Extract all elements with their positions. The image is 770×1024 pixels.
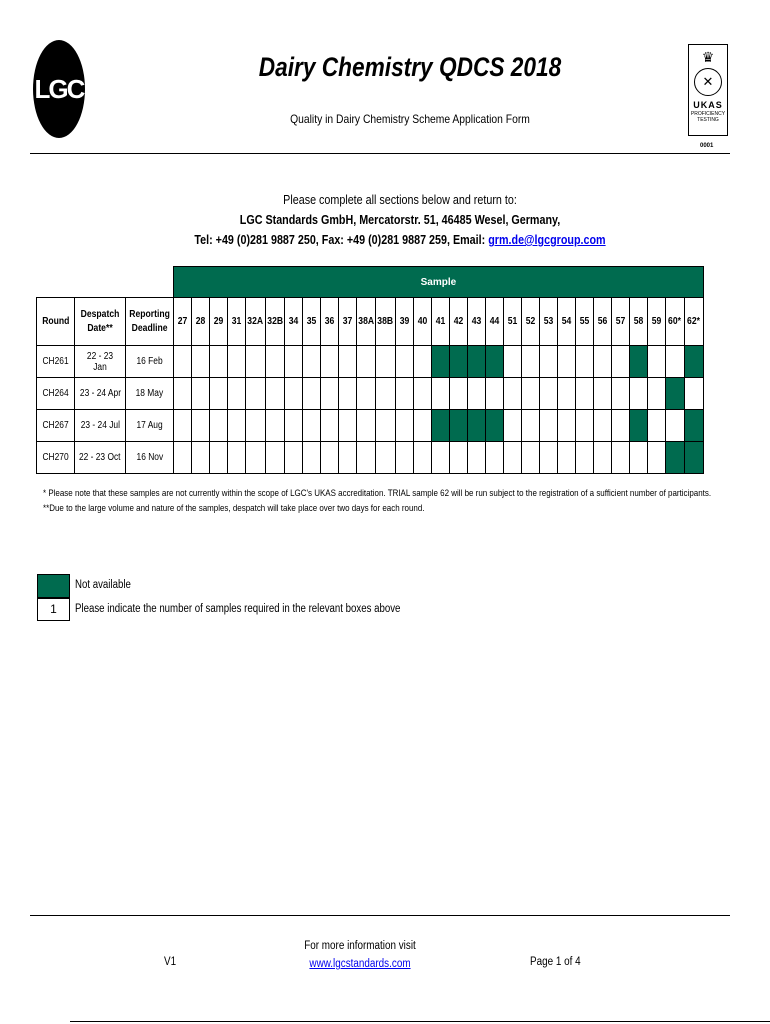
row-deadline: 18 May bbox=[126, 378, 174, 410]
sample-quantity-cell[interactable] bbox=[228, 378, 246, 410]
sample-quantity-cell[interactable] bbox=[431, 442, 449, 474]
sample-col-header: 51 bbox=[503, 298, 521, 346]
sample-quantity-cell[interactable] bbox=[629, 442, 647, 474]
sample-col-header: 60* bbox=[665, 298, 684, 346]
sample-quantity-cell[interactable] bbox=[557, 442, 575, 474]
sample-quantity-cell[interactable] bbox=[665, 410, 684, 442]
sample-quantity-cell[interactable] bbox=[246, 378, 265, 410]
sample-quantity-cell[interactable] bbox=[210, 378, 228, 410]
sample-quantity-cell[interactable] bbox=[228, 442, 246, 474]
legend-indicate-label: Please indicate the number of samples required in the relevant boxes above bbox=[75, 603, 401, 615]
page-subtitle: Quality in Dairy Chemistry Scheme Application Form bbox=[290, 112, 530, 126]
sample-quantity-cell[interactable] bbox=[575, 442, 593, 474]
sample-quantity-cell[interactable] bbox=[485, 378, 503, 410]
sample-quantity-cell[interactable] bbox=[246, 346, 265, 378]
sample-quantity-cell[interactable] bbox=[521, 346, 539, 378]
sample-quantity-cell[interactable] bbox=[485, 442, 503, 474]
sample-quantity-cell[interactable] bbox=[284, 346, 302, 378]
footer-info: For more information visit www.lgcstandards.com bbox=[304, 940, 416, 970]
sample-quantity-cell[interactable] bbox=[338, 378, 356, 410]
sample-cell-unavailable bbox=[431, 410, 449, 442]
sample-order-table bbox=[36, 266, 704, 474]
row-round: CH267 bbox=[37, 410, 75, 442]
sample-col-header: 32A bbox=[246, 298, 265, 346]
sample-quantity-cell[interactable] bbox=[376, 378, 395, 410]
sample-quantity-cell[interactable] bbox=[413, 410, 431, 442]
table-row bbox=[37, 346, 704, 378]
sample-header: Sample bbox=[174, 267, 703, 298]
sample-quantity-cell[interactable] bbox=[449, 442, 467, 474]
sample-quantity-cell[interactable] bbox=[395, 442, 413, 474]
sample-quantity-cell[interactable] bbox=[320, 346, 338, 378]
sample-quantity-cell[interactable] bbox=[503, 378, 521, 410]
sample-quantity-cell[interactable] bbox=[210, 346, 228, 378]
sample-col-header: 28 bbox=[192, 298, 210, 346]
row-round: CH270 bbox=[37, 442, 75, 474]
sample-quantity-cell[interactable] bbox=[575, 346, 593, 378]
sample-quantity-cell[interactable] bbox=[557, 410, 575, 442]
sample-col-header: 53 bbox=[539, 298, 557, 346]
ukas-mark: ♛ ✕ UKAS PROFICIENCY TESTING bbox=[688, 44, 728, 136]
sample-col-header: 39 bbox=[395, 298, 413, 346]
sample-quantity-cell[interactable] bbox=[228, 346, 246, 378]
sample-col-header: 40 bbox=[413, 298, 431, 346]
sample-col-header: 38A bbox=[356, 298, 375, 346]
sample-cell-unavailable bbox=[665, 442, 684, 474]
sample-quantity-cell[interactable] bbox=[338, 346, 356, 378]
sample-quantity-cell[interactable] bbox=[611, 378, 629, 410]
sample-quantity-cell[interactable] bbox=[228, 410, 246, 442]
sample-quantity-cell[interactable] bbox=[611, 410, 629, 442]
sample-cell-unavailable bbox=[629, 410, 647, 442]
row-deadline: 17 Aug bbox=[126, 410, 174, 442]
sample-quantity-cell[interactable] bbox=[539, 378, 557, 410]
row-round: CH261 bbox=[37, 346, 75, 378]
sample-quantity-cell[interactable] bbox=[611, 346, 629, 378]
sample-quantity-cell[interactable] bbox=[539, 442, 557, 474]
sample-quantity-cell[interactable] bbox=[174, 346, 192, 378]
sample-quantity-cell[interactable] bbox=[265, 410, 284, 442]
row-deadline: 16 Nov bbox=[126, 442, 174, 474]
sample-quantity-cell[interactable] bbox=[265, 378, 284, 410]
table-row bbox=[37, 442, 704, 474]
sample-quantity-cell[interactable] bbox=[521, 410, 539, 442]
sample-quantity-cell[interactable] bbox=[210, 410, 228, 442]
sample-quantity-cell[interactable] bbox=[320, 410, 338, 442]
sample-quantity-cell[interactable] bbox=[356, 346, 375, 378]
sample-quantity-cell[interactable] bbox=[449, 378, 467, 410]
header-divider bbox=[30, 153, 730, 154]
sample-col-header: 43 bbox=[467, 298, 485, 346]
row-round: CH264 bbox=[37, 378, 75, 410]
sample-quantity-cell[interactable] bbox=[611, 442, 629, 474]
sample-col-header: 27 bbox=[174, 298, 192, 346]
sample-quantity-cell[interactable] bbox=[376, 346, 395, 378]
sample-quantity-cell[interactable] bbox=[593, 410, 611, 442]
sample-quantity-cell[interactable] bbox=[174, 378, 192, 410]
sample-quantity-cell[interactable] bbox=[284, 442, 302, 474]
sample-cell-unavailable bbox=[449, 346, 467, 378]
sample-quantity-cell[interactable] bbox=[521, 378, 539, 410]
sample-quantity-cell[interactable] bbox=[395, 346, 413, 378]
sample-quantity-cell[interactable] bbox=[246, 442, 265, 474]
sample-col-header: 42 bbox=[449, 298, 467, 346]
sample-quantity-cell[interactable] bbox=[665, 346, 684, 378]
sample-quantity-cell[interactable] bbox=[302, 378, 320, 410]
sample-quantity-cell[interactable] bbox=[593, 378, 611, 410]
footnotes bbox=[43, 486, 711, 516]
email-link[interactable]: grm.de@lgcgroup.com bbox=[488, 233, 606, 247]
sample-quantity-cell[interactable] bbox=[413, 442, 431, 474]
sample-quantity-cell[interactable] bbox=[356, 442, 375, 474]
sample-quantity-cell[interactable] bbox=[265, 346, 284, 378]
sample-col-header: 55 bbox=[575, 298, 593, 346]
sample-quantity-cell[interactable] bbox=[210, 442, 228, 474]
sample-quantity-cell[interactable] bbox=[192, 346, 210, 378]
sample-quantity-cell[interactable] bbox=[629, 378, 647, 410]
sample-quantity-cell[interactable] bbox=[539, 346, 557, 378]
sample-quantity-cell[interactable] bbox=[467, 442, 485, 474]
sample-col-header: 37 bbox=[338, 298, 356, 346]
page-number: Page 1 of 4 bbox=[530, 956, 581, 968]
sample-quantity-cell[interactable] bbox=[376, 410, 395, 442]
sample-col-header: 62* bbox=[684, 298, 703, 346]
sample-quantity-cell[interactable] bbox=[647, 410, 665, 442]
footnote-despatch: **Due to the large volume and nature of the samples, despatch will take place over two days for each round. bbox=[43, 503, 425, 514]
sample-cell-unavailable bbox=[449, 410, 467, 442]
legend-not-available-label: Not available bbox=[75, 579, 131, 591]
sample-quantity-cell[interactable] bbox=[338, 410, 356, 442]
sample-cell-unavailable bbox=[665, 378, 684, 410]
sample-col-header: 44 bbox=[485, 298, 503, 346]
sample-quantity-cell[interactable] bbox=[557, 346, 575, 378]
sample-quantity-cell[interactable] bbox=[338, 442, 356, 474]
sample-col-header: 36 bbox=[320, 298, 338, 346]
sample-quantity-cell[interactable] bbox=[320, 442, 338, 474]
sample-quantity-cell[interactable] bbox=[413, 378, 431, 410]
row-despatch: 23 - 24 Apr bbox=[75, 378, 126, 410]
sample-quantity-cell[interactable] bbox=[356, 378, 375, 410]
sample-cell-unavailable bbox=[485, 410, 503, 442]
sample-quantity-cell[interactable] bbox=[192, 378, 210, 410]
sample-quantity-cell[interactable] bbox=[284, 410, 302, 442]
row-despatch: 22 - 23 Jan bbox=[75, 346, 126, 378]
sample-quantity-cell[interactable] bbox=[647, 378, 665, 410]
sample-col-header: 57 bbox=[611, 298, 629, 346]
sample-col-header: 34 bbox=[284, 298, 302, 346]
despatch-header: Despatch Date** bbox=[75, 298, 126, 346]
reporting-header: Reporting Deadline bbox=[126, 298, 174, 346]
table-row bbox=[37, 378, 704, 410]
sample-quantity-cell[interactable] bbox=[192, 410, 210, 442]
sample-col-header: 41 bbox=[431, 298, 449, 346]
sample-quantity-cell[interactable] bbox=[647, 346, 665, 378]
ukas-seal-icon: ✕ bbox=[694, 68, 722, 96]
sample-col-header: 54 bbox=[557, 298, 575, 346]
sample-quantity-cell[interactable] bbox=[413, 346, 431, 378]
sample-quantity-cell[interactable] bbox=[539, 410, 557, 442]
footnote-scope: * Please note that these samples are not currently within the scope of LGC's UKAS accreditation. TRIAL sample 62 will be run subject to the registration of a sufficient number of participants. bbox=[43, 488, 712, 499]
crown-icon: ♛ bbox=[701, 49, 715, 65]
sample-quantity-cell[interactable] bbox=[395, 378, 413, 410]
website-link[interactable]: www.lgcstandards.com bbox=[309, 958, 411, 970]
sample-col-header: 29 bbox=[210, 298, 228, 346]
sample-cell-unavailable bbox=[485, 346, 503, 378]
sample-quantity-cell[interactable] bbox=[684, 378, 703, 410]
legend-sample-box: 1 bbox=[37, 598, 70, 621]
sample-cell-unavailable bbox=[467, 410, 485, 442]
legend-not-available-swatch bbox=[37, 574, 70, 598]
sample-quantity-cell[interactable] bbox=[302, 346, 320, 378]
bottom-rule bbox=[70, 1021, 770, 1022]
ukas-number: 0001 bbox=[700, 143, 714, 149]
row-despatch: 23 - 24 Jul bbox=[75, 410, 126, 442]
sample-quantity-cell[interactable] bbox=[284, 378, 302, 410]
page-title: Dairy Chemistry QDCS 2018 bbox=[258, 52, 562, 82]
sample-quantity-cell[interactable] bbox=[467, 378, 485, 410]
footer-divider bbox=[30, 915, 730, 916]
row-deadline: 16 Feb bbox=[126, 346, 174, 378]
sample-quantity-cell[interactable] bbox=[557, 378, 575, 410]
table-row bbox=[37, 410, 704, 442]
sample-quantity-cell[interactable] bbox=[302, 442, 320, 474]
sample-col-header: 32B bbox=[265, 298, 284, 346]
sample-quantity-cell[interactable] bbox=[320, 378, 338, 410]
sample-quantity-cell[interactable] bbox=[575, 410, 593, 442]
sample-quantity-cell[interactable] bbox=[174, 442, 192, 474]
sample-cell-unavailable bbox=[431, 346, 449, 378]
sample-quantity-cell[interactable] bbox=[647, 442, 665, 474]
sample-quantity-cell[interactable] bbox=[302, 410, 320, 442]
row-despatch: 22 - 23 Oct bbox=[75, 442, 126, 474]
round-header: Round bbox=[37, 298, 75, 346]
sample-col-header: 31 bbox=[228, 298, 246, 346]
return-address: Please complete all sections below and return to: LGC Standards GmbH, Mercatorstr. 51, 46485 Wesel, Germany, Tel: +49 (0)281 9887 250, Fax: +49 (0)281 9887 259, Email: grm.de@lgcgroup.com bbox=[194, 193, 606, 247]
sample-col-header: 58 bbox=[629, 298, 647, 346]
sample-quantity-cell[interactable] bbox=[246, 410, 265, 442]
sample-quantity-cell[interactable] bbox=[521, 442, 539, 474]
lgc-logo: LGC bbox=[33, 40, 85, 138]
sample-col-header: 38B bbox=[376, 298, 395, 346]
sample-quantity-cell[interactable] bbox=[503, 442, 521, 474]
sample-col-header: 56 bbox=[593, 298, 611, 346]
sample-quantity-cell[interactable] bbox=[192, 442, 210, 474]
sample-quantity-cell[interactable] bbox=[575, 378, 593, 410]
sample-quantity-cell[interactable] bbox=[395, 410, 413, 442]
sample-cell-unavailable bbox=[467, 346, 485, 378]
sample-quantity-cell[interactable] bbox=[503, 410, 521, 442]
sample-cell-unavailable bbox=[629, 346, 647, 378]
sample-quantity-cell[interactable] bbox=[174, 410, 192, 442]
sample-quantity-cell[interactable] bbox=[265, 442, 284, 474]
sample-col-header: 35 bbox=[302, 298, 320, 346]
sample-quantity-cell[interactable] bbox=[503, 346, 521, 378]
sample-col-header: 59 bbox=[647, 298, 665, 346]
sample-cell-unavailable bbox=[684, 442, 703, 474]
sample-quantity-cell[interactable] bbox=[593, 346, 611, 378]
sample-quantity-cell[interactable] bbox=[376, 442, 395, 474]
sample-quantity-cell[interactable] bbox=[431, 378, 449, 410]
sample-cell-unavailable bbox=[684, 410, 703, 442]
sample-quantity-cell[interactable] bbox=[593, 442, 611, 474]
version-label: V1 bbox=[163, 956, 177, 968]
sample-col-header: 52 bbox=[521, 298, 539, 346]
sample-cell-unavailable bbox=[684, 346, 703, 378]
sample-quantity-cell[interactable] bbox=[356, 410, 375, 442]
